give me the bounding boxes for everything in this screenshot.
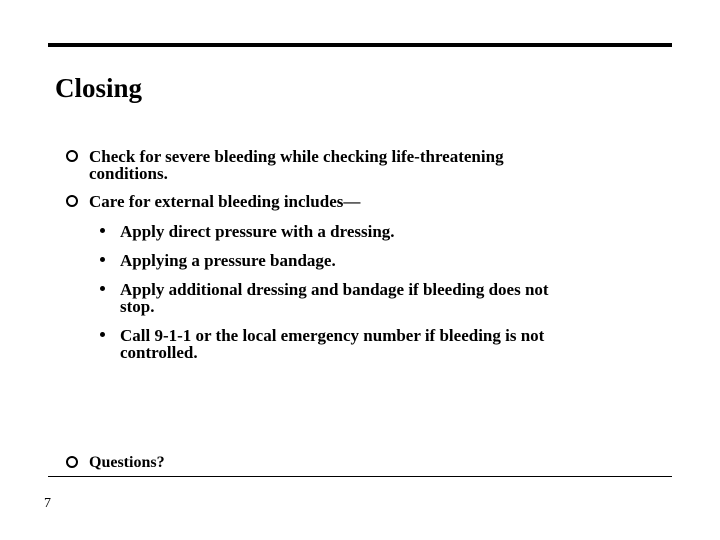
page-number: 7	[44, 496, 51, 511]
top-rule	[48, 43, 672, 47]
hollow-circle-bullet-icon	[66, 150, 78, 162]
sub-bullet-direct-pressure	[120, 223, 660, 240]
filled-dot-bullet-icon	[100, 286, 105, 291]
sub-bullet-call-911	[120, 327, 660, 361]
bullet-text-line: stop.	[120, 297, 155, 316]
slide-title: Closing	[55, 73, 143, 103]
filled-dot-bullet-icon	[100, 332, 105, 337]
bullet-text-line: Check for severe bleeding while checking life-threatening	[89, 147, 504, 166]
sub-bullet-additional-dressing	[120, 281, 660, 315]
bottom-rule	[48, 476, 672, 477]
hollow-circle-bullet-icon	[66, 195, 78, 207]
bullet-item-external-bleeding	[89, 193, 649, 210]
bullet-item-check-bleeding	[89, 148, 649, 182]
bullet-text-line: Questions?	[89, 454, 165, 471]
bullet-text-line: Call 9-1-1 or the local emergency number if bleeding is not	[120, 326, 545, 345]
bullet-text-line: conditions.	[89, 164, 168, 183]
sub-bullet-pressure-bandage	[120, 252, 660, 269]
bullet-text-line: Apply direct pressure with a dressing.	[120, 222, 395, 241]
bullet-text-line: Apply additional dressing and bandage if bleeding does not	[120, 280, 549, 299]
bullet-text-line: Applying a pressure bandage.	[120, 251, 336, 270]
bullet-text-line: Care for external bleeding includes—	[89, 192, 361, 211]
bullet-item-questions	[89, 454, 649, 471]
filled-dot-bullet-icon	[100, 257, 105, 262]
hollow-circle-bullet-icon	[66, 456, 78, 468]
bullet-text-line: controlled.	[120, 343, 198, 362]
filled-dot-bullet-icon	[100, 228, 105, 233]
